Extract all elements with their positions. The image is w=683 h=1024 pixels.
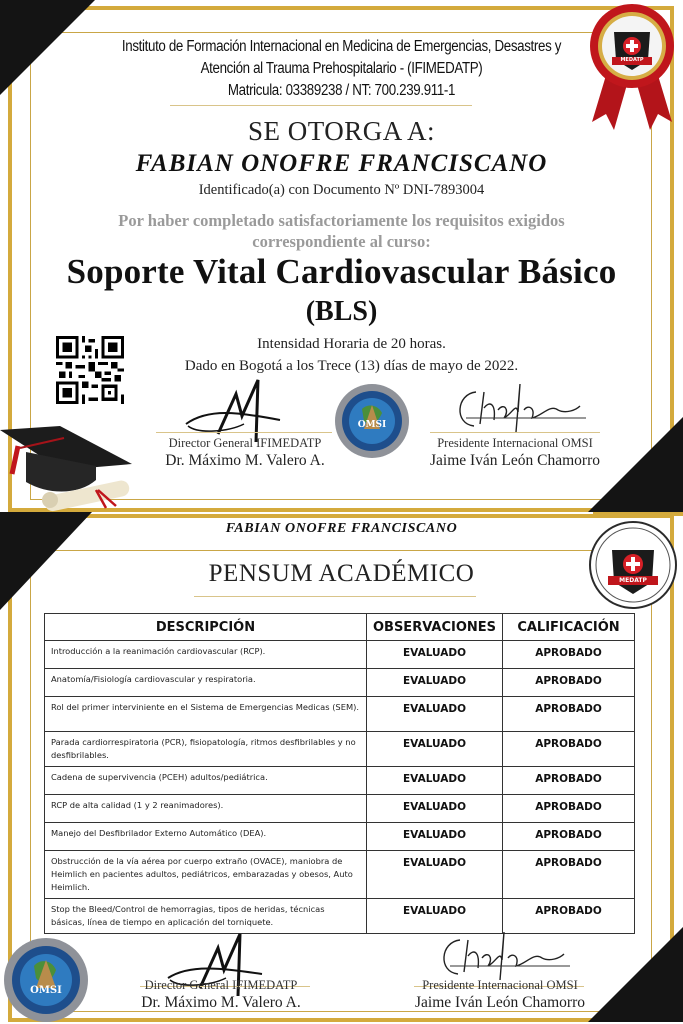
gold-accent-bar: [593, 512, 683, 516]
table-row: [45, 767, 635, 795]
issue-date: Dado en Bogotá a los Trece (13) días de mayo de 2022.: [184, 358, 519, 374]
table-row: [45, 641, 635, 669]
row-observation: EVALUADO: [367, 823, 503, 851]
president-role: Presidente Internacional OMSI: [437, 436, 593, 450]
graduation-cap-icon: [0, 418, 138, 512]
row-grade: APROBADO: [503, 767, 635, 795]
row-observation: EVALUADO: [367, 697, 503, 732]
award-ribbon-seal: [584, 2, 680, 134]
row-grade: APROBADO: [503, 641, 635, 669]
omsi-seal: [0, 934, 92, 1024]
course-title: Soporte Vital Cardiovascular Básico: [66, 252, 617, 291]
row-description: Introducción a la reanimación cardiovascular (RCP).: [45, 641, 367, 669]
row-grade: APROBADO: [503, 669, 635, 697]
omsi-seal-label: OMSI: [30, 985, 62, 996]
row-observation: EVALUADO: [367, 767, 503, 795]
president-name: Jaime Iván León Chamorro: [429, 452, 600, 469]
table-row: [45, 697, 635, 732]
awarded-to-label: SE OTORGA A:: [247, 116, 436, 146]
column-header-description: DESCRIPCIÓN: [45, 614, 367, 641]
director-role: Director General IFIMEDATP: [168, 436, 322, 450]
completion-statement-line-1: Por haber completado satisfactoriamente los requisitos exigidos: [118, 211, 565, 230]
table-row: [45, 669, 635, 697]
president-signature: [446, 374, 596, 440]
row-description: Cadena de supervivencia (PCEH) adultos/pediátrica.: [45, 767, 367, 795]
row-grade: APROBADO: [503, 795, 635, 823]
director-role: Director General IFIMEDATP: [144, 978, 298, 992]
table-row: [45, 732, 635, 767]
institution-line-2: Atención al Trauma Prehospitalario - (IFIMEDATP): [200, 60, 483, 77]
director-name: Dr. Máximo M. Valero A.: [165, 452, 325, 469]
recipient-name: FABIAN ONOFRE FRANCISCANO: [135, 150, 548, 177]
row-description: RCP de alta calidad (1 y 2 reanimadores).: [45, 795, 367, 823]
row-grade: APROBADO: [503, 732, 635, 767]
row-observation: EVALUADO: [367, 732, 503, 767]
table-header-row: [45, 614, 635, 641]
row-observation: EVALUADO: [367, 641, 503, 669]
director-signature: [178, 372, 288, 444]
row-description: Anatomía/Fisiología cardiovascular y respiratoria.: [45, 669, 367, 697]
medatp-badge: [588, 520, 678, 610]
row-description: Parada cardiorrespiratoria (PCR), fisiopatología, ritmos desfibrilables y no desfibrilables.: [45, 732, 367, 767]
row-observation: EVALUADO: [367, 795, 503, 823]
row-grade: APROBADO: [503, 697, 635, 732]
institution-line-1: Instituto de Formación Internacional en Medicina de Emergencias, Desastres y: [121, 38, 562, 55]
ribbon-seal-label: MEDATP: [620, 57, 644, 63]
identification-text: Identificado(a) con Documento Nº DNI-7893004: [198, 182, 485, 198]
president-role: Presidente Internacional OMSI: [422, 978, 578, 992]
registration-number: Matricula: 03389238 / NT: 700.239.911-1: [227, 82, 456, 99]
table-row: [45, 851, 635, 899]
director-name: Dr. Máximo M. Valero A.: [141, 994, 301, 1011]
row-observation: EVALUADO: [367, 669, 503, 697]
table-row: [45, 823, 635, 851]
row-description: Rol del primer interviniente en el Sistema de Emergencias Medicas (SEM).: [45, 697, 367, 732]
course-abbreviation: (BLS): [305, 296, 378, 327]
medatp-badge-label: MEDATP: [619, 577, 647, 584]
completion-statement-line-2: correspondiente al curso:: [252, 232, 431, 251]
course-hours: Intensidad Horaria de 20 horas.: [257, 336, 446, 352]
table-row: [45, 795, 635, 823]
omsi-seal-label: OMSI: [357, 420, 387, 430]
row-grade: APROBADO: [503, 899, 635, 934]
row-observation: EVALUADO: [367, 899, 503, 934]
row-description: Obstrucción de la vía aérea por cuerpo extraño (OVACE), maniobra de Heimlich en pacientes adultos, pediátricos, embarazadas y obesos, Auto Heimlich.: [45, 851, 367, 899]
page-title: PENSUM ACADÉMICO: [208, 560, 475, 587]
pensum-table: [44, 613, 635, 934]
recipient-name: FABIAN ONOFRE FRANCISCANO: [225, 521, 458, 536]
column-header-grade: CALIFICACIÓN: [503, 614, 635, 641]
title-divider: [194, 596, 476, 597]
row-observation: EVALUADO: [367, 851, 503, 899]
column-header-observations: OBSERVACIONES: [367, 614, 503, 641]
president-name: Jaime Iván León Chamorro: [414, 994, 585, 1011]
director-signature-line: [156, 432, 332, 433]
president-signature-line: [430, 432, 600, 433]
row-grade: APROBADO: [503, 823, 635, 851]
qr-code[interactable]: [56, 336, 124, 404]
row-grade: APROBADO: [503, 851, 635, 899]
row-description: Stop the Bleed/Control de hemorragias, tipos de heridas, técnicas básicas, línea de tiempo en aplicación del torniquete.: [45, 899, 367, 934]
header-divider: [170, 105, 472, 106]
row-description: Manejo del Desfibrilador Externo Automático (DEA).: [45, 823, 367, 851]
